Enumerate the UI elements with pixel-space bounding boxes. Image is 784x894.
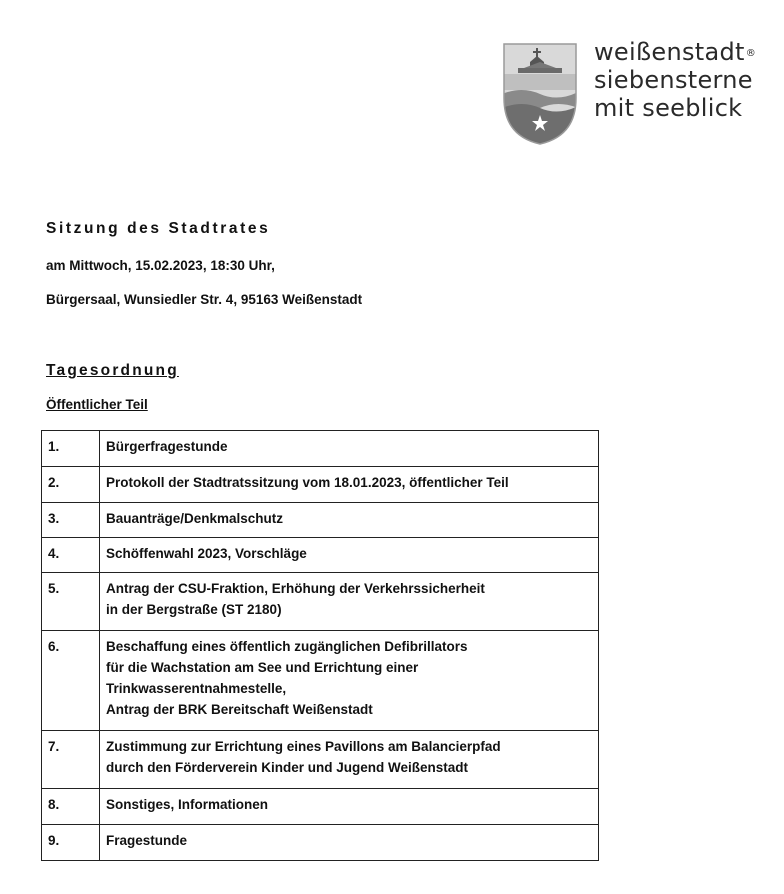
meeting-date: am Mittwoch, 15.02.2023, 18:30 Uhr, xyxy=(46,258,275,273)
item-number: 2. xyxy=(42,467,100,503)
agenda-row xyxy=(42,538,599,573)
item-number: 3. xyxy=(42,503,100,538)
item-text: Schöffenwahl 2023, Vorschläge xyxy=(100,538,599,573)
agenda-row xyxy=(42,467,599,503)
item-text: Bürgerfragestunde xyxy=(100,431,599,467)
brand-line-2: siebensterne xyxy=(594,66,753,94)
item-text: Beschaffung eines öffentlich zugänglichen Defibrillators für die Wachstation am See und Errichtung einer Trinkwasserentnahmestelle, Antrag der BRK Bereitschaft Weißenstadt xyxy=(100,631,599,731)
agenda-row xyxy=(42,573,599,631)
agenda-table xyxy=(41,430,599,861)
brand-line-3: mit seeblick xyxy=(594,94,743,122)
item-number: 1. xyxy=(42,431,100,467)
town-brand-wordmark xyxy=(594,38,756,122)
item-text: Fragestunde xyxy=(100,825,599,861)
public-section-label: Öffentlicher Teil xyxy=(46,397,148,412)
item-text: Zustimmung zur Errichtung eines Pavillons am Balancierpfad durch den Förderverein Kinder und Jugend Weißenstadt xyxy=(100,731,599,789)
brand-line-1: weißenstadt xyxy=(594,38,745,66)
item-number: 5. xyxy=(42,573,100,631)
item-text: Sonstiges, Informationen xyxy=(100,789,599,825)
item-text: Protokoll der Stadtratssitzung vom 18.01.2023, öffentlicher Teil xyxy=(100,467,599,503)
agenda-row xyxy=(42,503,599,538)
item-text: Bauanträge/Denkmalschutz xyxy=(100,503,599,538)
item-number: 9. xyxy=(42,825,100,861)
agenda-row xyxy=(42,789,599,825)
item-number: 7. xyxy=(42,731,100,789)
item-number: 4. xyxy=(42,538,100,573)
agenda-row xyxy=(42,825,599,861)
meeting-title: Sitzung des Stadtrates xyxy=(46,220,271,237)
agenda-row xyxy=(42,631,599,731)
meeting-location: Bürgersaal, Wunsiedler Str. 4, 95163 Weißenstadt xyxy=(46,292,363,307)
registered-mark: ® xyxy=(745,48,757,59)
item-number: 6. xyxy=(42,631,100,731)
item-text: Antrag der CSU-Fraktion, Erhöhung der Verkehrssicherheit in der Bergstraße (ST 2180) xyxy=(100,573,599,631)
item-number: 8. xyxy=(42,789,100,825)
agenda-heading: Tagesordnung xyxy=(46,362,179,379)
town-crest-logo xyxy=(502,36,578,146)
agenda-row xyxy=(42,731,599,789)
agenda-row xyxy=(42,431,599,467)
